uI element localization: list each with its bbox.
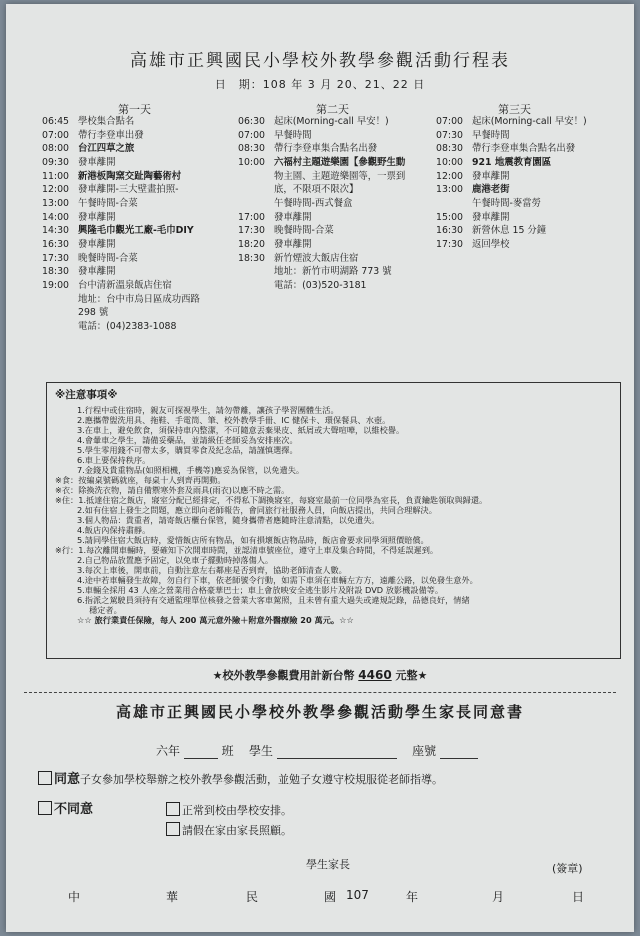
schedule-item — [238, 253, 436, 264]
schedule-item — [42, 280, 232, 291]
schedule-time: 08:30 — [238, 143, 266, 155]
day3-heading: 第三天 — [498, 103, 531, 116]
schedule-time: 18:30 — [238, 252, 266, 264]
schedule-desc-cont: 底，不限項不限次】 — [274, 184, 359, 196]
schedule-desc: 發車離開 — [78, 211, 116, 223]
fee-prefix: ★校外教學參觀費用計新台幣 — [212, 669, 355, 682]
schedule-desc: 返回學校 — [472, 238, 510, 250]
note-line: ※行：1.每次離開車輛時，要確知下次開車時間，並認清車號座位，遵守上車及集合時間，不得延誤遲到。 — [55, 544, 439, 555]
schedule-desc: 新港板陶窯交趾陶藝術村 — [78, 170, 182, 182]
schedule-item — [42, 130, 232, 141]
date-char: 國 — [324, 890, 337, 904]
schedule-item — [42, 184, 232, 195]
schedule-time: 07:00 — [42, 129, 70, 141]
schedule-desc: 發車離開-三大壁畫拍照- — [78, 184, 179, 196]
schedule-item — [436, 184, 626, 195]
seat-label: 座號 — [412, 744, 437, 758]
date-char: 華 — [166, 890, 179, 904]
schedule-item — [436, 239, 626, 250]
schedule-item — [436, 171, 626, 182]
fee-suffix: 元整★ — [395, 669, 428, 682]
note-line: 穩定者。 — [89, 604, 122, 615]
schedule-time: 19:00 — [42, 279, 70, 291]
schedule-item — [238, 143, 436, 154]
schedule-time: 15:00 — [436, 211, 464, 223]
schedule-item — [42, 239, 232, 250]
schedule-item — [42, 116, 232, 127]
hotel-info: 電話：(04)2383-1088 — [78, 320, 177, 332]
schedule-time: 12:00 — [42, 184, 70, 196]
schedule-time: 08:00 — [42, 143, 70, 155]
note-line: ※食：按編桌號碼就座，每桌十人到齊再開動。 — [55, 474, 226, 485]
note-line: 3.個人物品：貴重者，請寄飯店櫃台保管，隨身攜帶者應隨時注意清點，以免遺失。 — [77, 514, 380, 525]
schedule-time: 16:30 — [42, 238, 70, 250]
schedule-item — [436, 143, 626, 154]
student-info-line — [156, 742, 478, 759]
schedule-item — [42, 157, 232, 168]
fee-line — [6, 667, 634, 683]
hotel-info: 電話：(03)520-3181 — [274, 279, 367, 291]
schedule-desc: 新營休息 15 分鐘 — [472, 225, 547, 237]
date-char: 日 — [572, 890, 585, 904]
note-line: 5.車輛全採用 43 人座之營業用合格豪華巴士；車上會放映安全逃生影片及附設 DVD 放影機設備等。 — [77, 584, 444, 595]
schedule-desc: 發車離開 — [274, 211, 312, 223]
schedule-desc: 帶行李登車出發 — [78, 129, 144, 141]
note-line: 1.行程中或住宿時，親友可探視學生，請勿帶離，讓孩子學習團體生活。 — [77, 404, 339, 415]
schedule-desc: 早餐時間 — [472, 129, 510, 141]
schedule-time: 17:00 — [238, 211, 266, 223]
class-label: 班 — [221, 744, 234, 758]
seat-blank[interactable] — [440, 758, 478, 759]
schedule-item — [238, 239, 436, 250]
schedule-item — [238, 116, 436, 127]
notes-heading: ※注意事項※ — [55, 389, 118, 401]
seal-label: (簽章) — [552, 862, 583, 875]
schedule-item — [436, 212, 626, 223]
schedule-time: 07:30 — [436, 129, 464, 141]
schedule-time — [238, 198, 274, 209]
schedule-desc-cont: 物主園、主題遊樂園等，一票到 — [274, 170, 406, 182]
date-char: 年 — [406, 890, 419, 904]
cut-line — [24, 692, 616, 693]
schedule-desc: 午餐時間-麥當勞 — [472, 197, 542, 209]
student-label: 學生 — [248, 744, 273, 758]
note-line: ※衣：除換洗衣物，請自備禦寒外套及雨具(雨衣)以應不時之需。 — [55, 484, 290, 495]
consent-title: 高雄市正興國民小學校外教學參觀活動學生家長同意書 — [115, 703, 524, 721]
schedule-time: 06:45 — [42, 116, 70, 127]
itinerary-sheet — [6, 4, 634, 932]
schedule-desc: 午餐時間-西式餐盒 — [274, 197, 353, 209]
schedule-time: 16:30 — [436, 225, 464, 237]
note-line: 2.如有住宿上發生之問題，應立即向老師報告，會同旅行社服務人員，向飯店提出，共同合理解決。 — [77, 504, 437, 515]
school-checkbox[interactable] — [166, 802, 180, 816]
schedule-desc: 興隆毛巾觀光工廠-毛巾DIY — [78, 225, 194, 237]
fee-amount: 4460 — [358, 668, 392, 682]
hotel-info: 地址：新竹市明湖路 773 號 — [274, 266, 392, 278]
schedule-desc: 台中清新溫泉飯店住宿 — [78, 279, 172, 291]
schedule-desc: 學校集合點名 — [78, 116, 135, 127]
note-line: 3.在車上，避免飲食，須保持車內整潔，不可隨意丟棄果皮、紙屑或大聲喧嘩，以維校譽。 — [77, 424, 405, 435]
schedule-time: 10:00 — [436, 156, 464, 168]
agree-label: 同意 — [54, 772, 81, 787]
date-char: 月 — [492, 890, 505, 904]
day2-heading: 第二天 — [316, 103, 349, 116]
note-line: 2.自己物品放置應予固定，以免車子擺動時掉落傷人。 — [77, 554, 274, 565]
schedule-desc: 發車離開 — [472, 170, 510, 182]
disagree-checkbox[interactable] — [38, 801, 52, 815]
option-home-text: 請假在家由家長照顧。 — [182, 824, 292, 837]
schedule-desc: 晚餐時間-合菜 — [78, 252, 138, 264]
schedule-desc: 鹿港老街 — [472, 184, 510, 196]
schedule-time: 13:00 — [42, 197, 70, 209]
note-line: 5.請同學住宿大飯店時，愛惜飯店所有物品，如有損壞飯店物品時，飯店會要求同學須照價賠償。 — [77, 534, 429, 545]
schedule-time: 10:00 — [238, 156, 266, 168]
schedule-time: 17:30 — [436, 238, 464, 250]
schedule-time: 07:00 — [238, 129, 266, 141]
schedule-item — [238, 130, 436, 141]
schedule-time: 14:30 — [42, 225, 70, 237]
schedule-desc: 發車離開 — [78, 156, 116, 168]
schedule-time: 12:00 — [436, 170, 464, 182]
note-line: ※住：1.抵達住宿之飯店，寢室分配已經排定，不得私下調換寢室，每寢室最前一位同學為室長，負責鑰匙領取與歸還。 — [55, 494, 488, 505]
date-char: 民 — [246, 890, 259, 904]
note-line: 4.途中若車輛發生故障，勿自行下車，依老師號令行動，如需下車須在車輛左方方，遠離公路，以免發生意外。 — [77, 574, 478, 585]
schedule-desc: 台江四草之旅 — [78, 143, 135, 155]
note-line: 4.會暈車之學生，請備妥藥品，並請級任老師妥為安排座次。 — [77, 434, 298, 445]
schedule-desc: 起床(Morning-call 早安！) — [472, 116, 587, 127]
notes-list — [55, 405, 612, 625]
schedule-desc: 六福村主題遊樂園【參觀野生動 — [274, 156, 406, 168]
schedule-time: 08:30 — [436, 143, 464, 155]
note-line: 6.車上要保持秩序。 — [77, 454, 151, 465]
schedule-desc: 發車離開 — [78, 266, 116, 278]
disagree-option — [38, 798, 93, 817]
schedule-desc: 921 地震教育園區 — [472, 156, 552, 168]
day2-schedule — [238, 116, 436, 294]
disagree-label: 不同意 — [54, 802, 94, 817]
schedule-item — [42, 212, 232, 223]
schedule-desc: 帶行李登車集合點名出發 — [472, 143, 576, 155]
option-school — [166, 802, 292, 818]
schedule-time — [436, 198, 472, 209]
day1-schedule — [42, 116, 232, 335]
schedule-item — [42, 225, 232, 236]
schedule-item — [436, 157, 626, 168]
schedule-time: 14:00 — [42, 211, 70, 223]
schedule-item — [238, 212, 436, 223]
option-home — [166, 822, 292, 838]
schedule-time: 06:30 — [238, 116, 266, 127]
schedule-desc: 起床(Morning-call 早安！) — [274, 116, 389, 127]
schedule-item — [436, 130, 626, 141]
hotel-info: 298 號 — [78, 307, 109, 319]
schedule-time: 17:30 — [42, 252, 70, 264]
agree-checkbox[interactable] — [38, 771, 52, 785]
trip-dates: 日 期：108 年 3 月 20、21、22 日 — [214, 78, 426, 91]
agree-option — [38, 768, 443, 787]
schedule-item — [436, 198, 626, 209]
note-line: 6.指派之駕駛員須持有交通監理單位核發之營業大客車駕照，且未曾有重大過失或違規記錄，品德良好，情緒 — [77, 594, 470, 605]
grade-label: 六年 — [156, 744, 181, 758]
note-line: 3.每次上車後，開車前，自動注意左右鄰座是否到齊，協助老師清查人數。 — [77, 564, 347, 575]
schedule-desc: 發車離開 — [472, 211, 510, 223]
schedule-time: 18:30 — [42, 266, 70, 278]
agree-text: 子女參加學校舉辦之校外教學參觀活動，並勉子女遵守校規服從老師指導。 — [80, 773, 444, 786]
note-line: 5.學生零用錢不可帶太多，購買零食及紀念品，請謹慎選擇。 — [77, 444, 298, 455]
schedule-desc: 發車離開 — [274, 238, 312, 250]
class-blank[interactable] — [184, 758, 218, 759]
schedule-item — [238, 198, 436, 209]
schedule-time: 18:20 — [238, 238, 266, 250]
schedule-item — [436, 225, 626, 236]
note-line: 4.飯店內保持肅靜。 — [77, 524, 151, 535]
student-name-blank[interactable] — [277, 758, 397, 759]
date-char: 中 — [68, 890, 81, 904]
schedule-item — [42, 171, 232, 182]
hotel-info: 地址：台中市烏日區成功西路 — [78, 293, 200, 305]
schedule-desc: 午餐時間-合菜 — [78, 197, 138, 209]
day3-schedule — [436, 116, 626, 253]
schedule-desc: 晚餐時間-合菜 — [274, 225, 334, 237]
option-school-text: 正常到校由學校安排。 — [182, 804, 292, 817]
schedule-desc: 早餐時間 — [274, 129, 312, 141]
schedule-time: 07:00 — [436, 116, 464, 127]
schedule-time: 13:00 — [436, 184, 464, 196]
schedule-time: 11:00 — [42, 170, 70, 182]
note-line: 7.金錢及貴重物品(如照相機，手機等)應妥為保管，以免遺失。 — [77, 464, 305, 475]
schedule-desc: 發車離開 — [78, 238, 116, 250]
date-year: 107 — [346, 888, 369, 902]
day1-heading: 第一天 — [118, 103, 151, 116]
note-line: ☆☆ 旅行業責任保險，每人 200 萬元意外險＋附意外醫療險 20 萬元。☆☆ — [77, 614, 354, 625]
schedule-time: 17:30 — [238, 225, 266, 237]
note-line: 2.應攜帶盥洗用具、拖鞋、手電筒、筆、校外教學手冊、IC 健保卡、環保餐具、水壺。 — [77, 414, 391, 425]
schedule-item — [42, 143, 232, 154]
schedule-item — [42, 253, 232, 264]
schedule-item — [238, 225, 436, 236]
schedule-item — [42, 198, 232, 209]
schedule-item — [42, 266, 232, 277]
parent-label: 學生家長 — [306, 858, 350, 871]
itinerary-title: 高雄市正興國民小學校外教學參觀活動行程表 — [130, 51, 510, 71]
schedule-item — [238, 157, 436, 168]
schedule-desc: 新竹煙波大飯店住宿 — [274, 252, 359, 264]
schedule-desc: 帶行李登車集合點名出發 — [274, 143, 378, 155]
schedule-item — [436, 116, 626, 127]
notes-box — [46, 382, 621, 659]
home-checkbox[interactable] — [166, 822, 180, 836]
schedule-time: 09:30 — [42, 156, 70, 168]
